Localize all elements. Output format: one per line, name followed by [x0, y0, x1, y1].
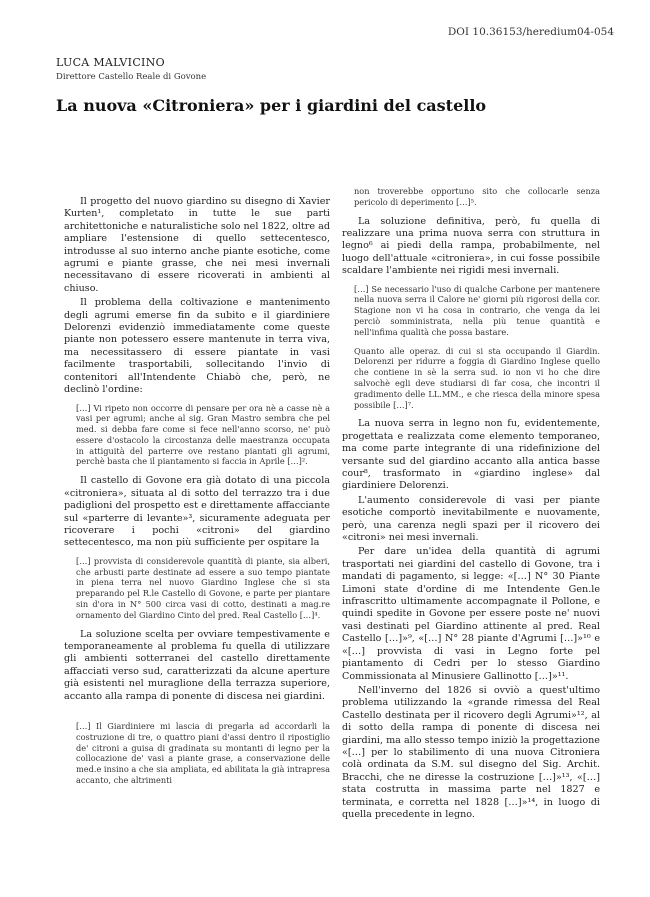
paragraph-3: Il castello di Govone era già dotato di una piccola «citroniera», situata al di sotto del terrazzo tra i due padiglioni del prospetto est e direttamente affacciante sul «parterre di levante»³, sicuramente adeguata per ricoverare i pochi «citroni» del giardino settecentesco, ma non più sufficiente per ospitare la [64, 475, 330, 549]
paragraph-1: Il progetto del nuovo giardino su disegno di Xavier Kurten¹, completato in tutte le sue parti architettoniche e naturalistiche solo nel 1822, oltre ad ampliare l'estensione di quello settecentesco, introdusse al suo interno anche piante esotiche, come agrumi e piante grasse, che nei mesi invernali necessitavano di essere ricoverati in ambienti al chiuso. [64, 196, 330, 294]
block-quote-3: […] Il Giardiniere mi lascia di pregarla ad accordarli la costruzione di tre, o quattro piani d'assi dentro il ripostiglio de' citroni a guisa di gradinata su montanti di legno per la collocazione de' vasi a piante grase, a conservazione delle med.e insino a che sia ampliata, ed abilitata la già intrapresa accanto, che altrimenti [76, 720, 331, 785]
left-column [64, 196, 330, 794]
block-quote-2: […] provvista di considerevole quantità di piante, sia alberi, che arbusti parte destinate ad essere a suo tempo piantate in piena terra nel nuovo Giardino Inglese che si sta preparando pel R.le Castello di Govone, e parte per piantare sin d'ora in N° 500 circa vasi di cotto, destinati a mag.re ornamento del Giardino Cinto del pred. Real Castello […]⁴. [76, 555, 330, 620]
paragraph-5: La soluzione definitiva, però, fu quella di realizzare una prima nuova serra con struttura in legno⁶ ai piedi della rampa, probabilmente, nel luogo dell'attuale «citroniera», in cui fosse possibile scaldare l'ambiente nei rigidi mesi invernali. [342, 215, 600, 277]
block-quote-5: Quanto alle operaz. di cui si sta occupando il Giardin. Delorenzi per ridurre a foggia di Giardino Inglese quello che contiene in sè la serra sud. io non vi ho che dire salvochè egli deve studiarsi di far cosa, che incontri il gradimento delle LL.MM., e che riesca della minore spesa possibile […]⁷. [354, 345, 600, 410]
paragraph-7: L'aumento considerevole di vasi per piante esotiche comportò inevitabilmente e nuovamente, però, una carenza negli spazi per il ricovero dei «citroni» nei mesi invernali. [342, 494, 600, 544]
author-name: LUCA MALVICINO [56, 56, 165, 69]
doi-label: DOI 10.36153/heredium04-054 [447, 26, 614, 38]
paragraph-6: La nuova serra in legno non fu, evidentemente, progettata e realizzata come elemento temporaneo, ma come parte integrante di una ridefinizione del versante sud del giardino accanto alla antica basse cour⁸, trasformato in «giardino inglese» dal giardiniere Delorenzi. [342, 418, 600, 492]
block-quote-1: […] Vi ripeto non occorre di pensare per ora nè a casse nè a vasi per agrumi; anche al sig. Gran Mastro sembra che pel med. si debba fare come si fece nell'anno scorso, ne' può essere d'ostacolo la circostanza delle maestranza occupata in attiguità del parterre ove restano piantati gli agrumi, perchè basta che il piantamento si faccia in Aprile […]². [76, 402, 330, 467]
paragraph-2: Il problema della coltivazione e mantenimento degli agrumi emerse fin da subito e il giardiniere Delorenzi evidenziò immediatamente come queste piante non potessero essere mantenute in terra viva, ma necessitassero di essere piantate in vasi facilmente trasportabili, sollecitando l'invio di contenitori all'Intendente Chiabò che, però, ne declinò l'ordine: [64, 297, 330, 396]
block-quote-4: […] Se necessario l'uso di qualche Carbone per mantenere nella nuova serra il Calore ne' giorni più rigorosi della cor. Stagione non vi ha cosa in contrario, che venga da lei perciò somministrata, nella più tenue quantità e nell'infima qualità che possa bastare. [354, 283, 600, 337]
paragraph-8: Per dare un'idea della quantità di agrumi trasportati nei giardini del castello di Govone, tra i mandati di pagamento, si legge: «[…] N° 30 Piante Limoni state d'ordine di me Intendente Gen.le infrascritto ultimamente accompagnate il Pollone, e quindi spedite in Govone per essere poste ne' nuovi vasi destinati pel Giardino attinente al pred. Real Castello […]»⁹, «[…] N° 28 piante d'Agrumi […]»¹⁰ e «[…] provvista di vasi in Legno forte pel piantamento di Cedri per lo stesso Giardino Commissionata al Minusiere Gallinotto […]»¹¹. [342, 546, 600, 682]
right-column [342, 186, 600, 823]
paragraph-9: Nell'inverno del 1826 si ovviò a quest'ultimo problema utilizzando la «grande rimessa del Real Castello destinata per il ricovero degli Agrumi»¹², al di sotto della rampa di ponente di discesa nei giardini, ma allo stesso tempo iniziò la progettazione «[…] per lo stabilimento di una nuova Citroniera colà ordinata da S.M. sul disegno del Sig. Archit. Bracchi, che ne diresse la costruzione […]»¹³, «[…] stata costrutta in massima parte nel 1827 e terminata, e corretta nel 1828 […]»¹⁴, in luogo di quella precedente in legno. [342, 684, 600, 820]
block-quote-3-continued: non troverebbe opportuno sito che collocarle senza pericolo di deperimento […]⁵. [354, 186, 600, 207]
article-title: La nuova «Citroniera» per i giardini del castello [56, 96, 487, 115]
paragraph-4: La soluzione scelta per ovviare tempestivamente e temporaneamente al problema fu quella di utilizzare gli ambienti sotterranei del castello direttamente affacciati verso sud, caratterizzati da alcune aperture già esistenti nel muraglione della terrazza superiore, accanto alla rampa di ponente di discesa nei giardini. [64, 628, 330, 702]
author-affiliation: Direttore Castello Reale di Govone [56, 72, 207, 82]
